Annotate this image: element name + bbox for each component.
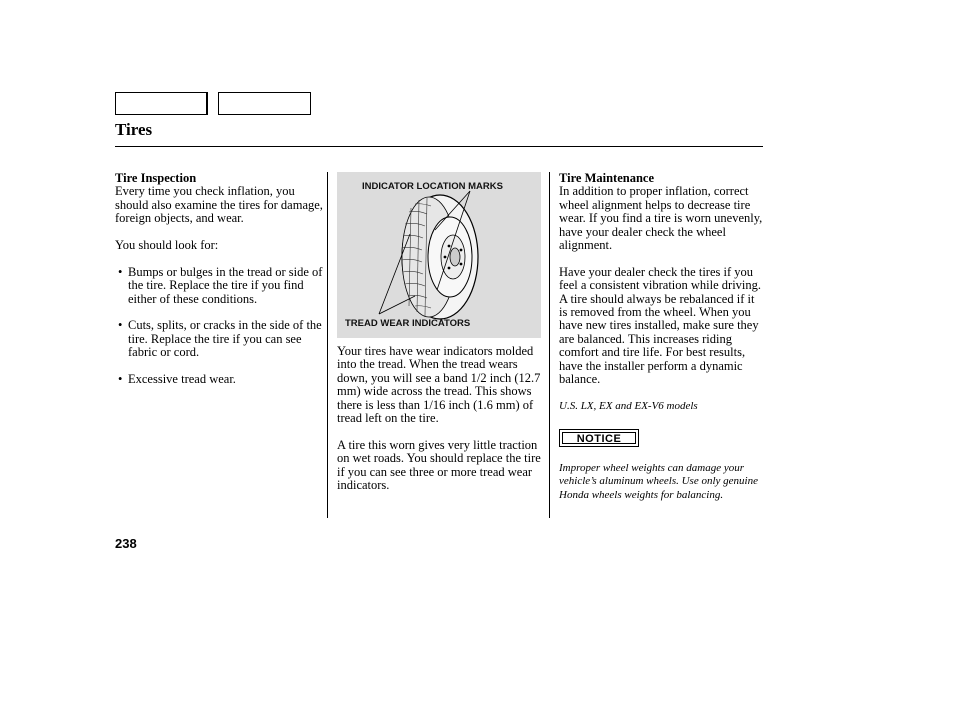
list-item — [115, 266, 323, 306]
nav-tab-next-section[interactable] — [218, 92, 311, 115]
balance-text: Have your dealer check the tires if you feel a consistent vibration while driving. A tire should always be rebalanced if it is removed from the wheel. When you have new tires installed, make sure they are balanced. This increases riding comfort and tire life. For best results, have the installer perform a dynamic balance. — [559, 264, 762, 387]
bullet-icon: • — [118, 318, 123, 333]
replace-tire-text: A tire this worn gives very little traction on wet roads. You should replace the tire if you can see three or more tread wear indicators. — [337, 437, 541, 493]
inspection-list — [115, 266, 323, 387]
notice-badge — [559, 429, 639, 447]
bullet-icon: • — [118, 372, 123, 387]
column-divider-left — [327, 172, 328, 518]
notice-text: Improper wheel weights can damage your vehicle’s aluminum wheels. Use only genuine Honda wheels weights for balancing. — [559, 462, 758, 501]
page-title: Tires — [115, 120, 153, 139]
bullet-icon: • — [118, 264, 123, 279]
look-for-text: You should look for: — [115, 238, 219, 253]
list-item — [115, 319, 323, 359]
column-tire-maintenance — [559, 172, 765, 502]
page-number: 238 — [115, 536, 137, 551]
nav-tab-previous-section[interactable] — [115, 92, 208, 115]
list-item-text: Excessive tread wear. — [128, 372, 236, 387]
tire-maintenance-heading: Tire Maintenance — [559, 171, 655, 185]
list-item-text: Cuts, splits, or cracks in the side of the tire. Replace the tire if you can see fabric or cord. — [128, 318, 322, 360]
column-tire-inspection — [115, 172, 323, 400]
tire-inspection-heading: Tire Inspection — [115, 171, 197, 185]
list-item-text: Bumps or bulges in the tread or side of the tire. Replace the tire if you find either of these conditions. — [128, 264, 323, 306]
tire-wear-indicator-figure — [337, 172, 541, 338]
tire-illustration — [337, 172, 541, 338]
models-note: U.S. LX, EX and EX-V6 models — [559, 399, 698, 412]
column-wear-indicators — [337, 345, 545, 506]
alignment-text: In addition to proper inflation, correct wheel alignment helps to decrease tire wear. If you find a tire is worn unevenly, have your dealer check the wheel alignment. — [559, 184, 763, 253]
tread-wear-indicators-label: TREAD WEAR INDICATORS — [345, 318, 471, 329]
notice-label: NOTICE — [562, 432, 636, 444]
list-item — [115, 373, 323, 386]
column-divider-right — [549, 172, 550, 518]
title-divider — [115, 146, 763, 147]
tire-inspection-intro: Every time you check inflation, you should also examine the tires for damage, foreign objects, and wear. — [115, 184, 323, 226]
wear-indicators-text: Your tires have wear indicators molded into the tread. When the tread wears down, you will see a band 1/2 inch (12.7 mm) wide across the tread. This shows there is less than 1/16 inch (1.6 mm) of tread left on the tire. — [337, 344, 541, 426]
indicator-location-marks-label: INDICATOR LOCATION MARKS — [362, 181, 503, 192]
